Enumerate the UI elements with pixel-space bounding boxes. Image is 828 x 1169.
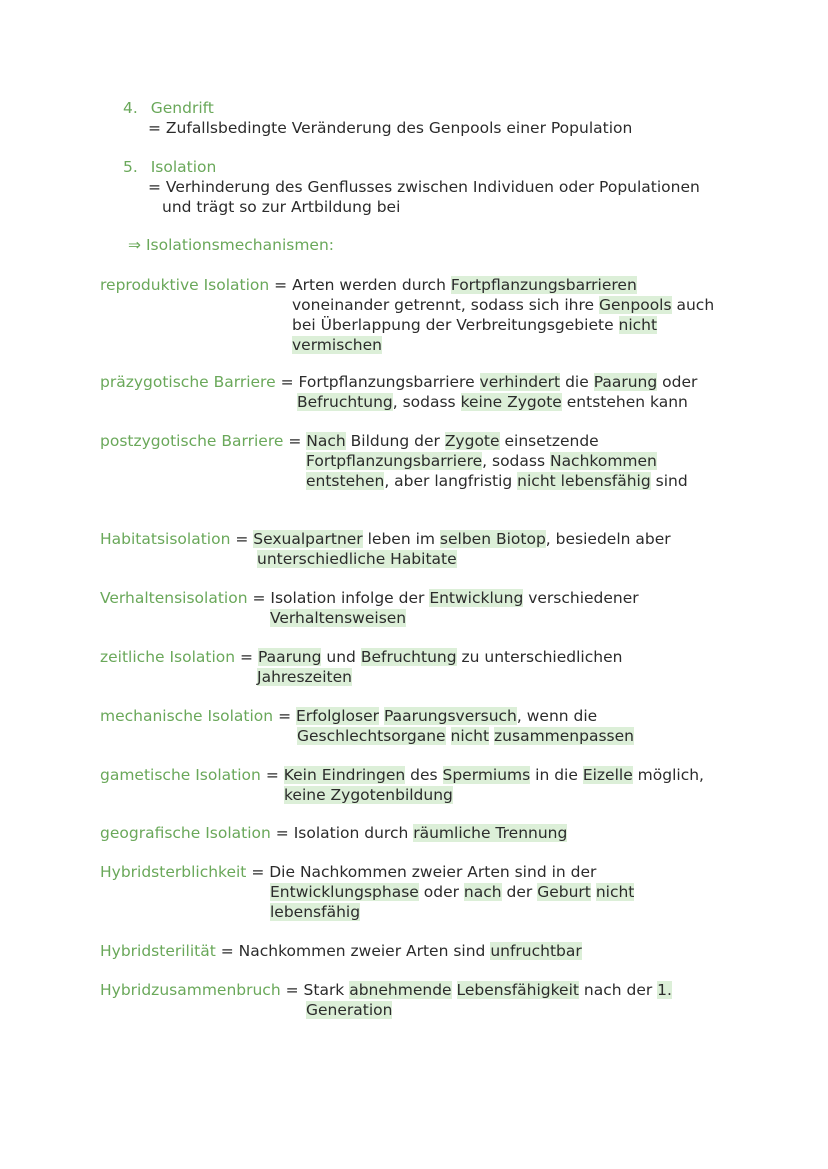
definition-text: die bbox=[560, 373, 594, 391]
definition-text: , wenn die bbox=[516, 707, 598, 725]
definition-row-cont bbox=[297, 726, 634, 746]
highlighted-text: lebensfähig bbox=[270, 903, 361, 921]
definition-row bbox=[100, 765, 704, 785]
highlighted-text: räumliche Trennung bbox=[413, 824, 568, 842]
definition-text: bei Überlappung der Verbreitungsgebiete bbox=[292, 316, 619, 334]
definition-text: Bildung der bbox=[345, 432, 445, 450]
highlighted-text: Nach bbox=[306, 432, 346, 450]
highlighted-text: Genpools bbox=[599, 296, 672, 314]
highlighted-text: nicht bbox=[618, 316, 658, 334]
definition-text: entstehen kann bbox=[561, 393, 688, 411]
definition-term: Hybridzusammenbruch bbox=[100, 981, 281, 999]
definition-text: , besiedeln aber bbox=[545, 530, 671, 548]
highlighted-text: Paarungsversuch bbox=[383, 707, 517, 725]
highlighted-text: Geschlechtsorgane bbox=[297, 727, 446, 745]
arrow-icon: ⇒ bbox=[128, 236, 141, 254]
definition-text: , sodass bbox=[392, 393, 461, 411]
highlighted-text: Spermiums bbox=[442, 766, 531, 784]
definition-text: zu unterschiedlichen bbox=[456, 648, 623, 666]
definition-text: , sodass bbox=[482, 452, 550, 470]
highlighted-text: Fortpflanzungsbarrieren bbox=[450, 276, 637, 294]
definition-row bbox=[100, 941, 582, 961]
highlighted-text: keine Zygotenbildung bbox=[284, 786, 453, 804]
highlighted-text: Erfolgloser bbox=[295, 707, 380, 725]
highlighted-text: Eizelle bbox=[582, 766, 633, 784]
highlighted-text: Zygote bbox=[444, 432, 500, 450]
highlighted-text: Generation bbox=[306, 1001, 393, 1019]
highlighted-text: nach bbox=[463, 883, 502, 901]
definition-text: = Nachkommen zweier Arten sind bbox=[220, 942, 491, 960]
definition-row-cont bbox=[297, 392, 688, 412]
item-title: Isolation bbox=[150, 158, 217, 176]
highlighted-text: verhindert bbox=[479, 373, 561, 391]
highlighted-text: Befruchtung bbox=[297, 393, 393, 411]
definition-text: , aber langfristig bbox=[384, 472, 518, 490]
definition-row-cont bbox=[292, 295, 714, 315]
item-number: 5. bbox=[123, 158, 138, 176]
definition-text: nach der bbox=[578, 981, 658, 999]
definition-row bbox=[100, 980, 672, 1000]
definition-text: = Arten werden durch bbox=[274, 276, 451, 294]
highlighted-text: nicht bbox=[450, 727, 490, 745]
definition-text: in die bbox=[530, 766, 583, 784]
item-title: Gendrift bbox=[150, 99, 214, 117]
definition-text: leben im bbox=[362, 530, 440, 548]
subheading-text: Isolationsmechanismen: bbox=[145, 236, 335, 254]
definition-row bbox=[100, 431, 599, 451]
definition-term: postzygotische Barriere bbox=[100, 432, 284, 450]
highlighted-text: entstehen bbox=[306, 472, 385, 490]
definition-text: oder bbox=[657, 373, 698, 391]
definition-row-cont bbox=[270, 882, 634, 902]
definition-term: Verhaltensisolation bbox=[100, 589, 248, 607]
highlighted-text: Nachkommen bbox=[549, 452, 657, 470]
highlighted-text: Entwicklungsphase bbox=[270, 883, 419, 901]
definition-text: = bbox=[288, 432, 307, 450]
definition-row bbox=[100, 372, 697, 392]
definition-row bbox=[100, 275, 637, 295]
definition-text: und bbox=[321, 648, 361, 666]
definition-text: = Isolation infolge der bbox=[252, 589, 430, 607]
definition-term: Habitatsisolation bbox=[100, 530, 231, 548]
item-number: 4. bbox=[123, 99, 138, 117]
highlighted-text: zusammenpassen bbox=[494, 727, 634, 745]
definition-row-cont bbox=[292, 335, 382, 355]
definition-term: Hybridsterilität bbox=[100, 942, 216, 960]
highlighted-text: Entwicklung bbox=[429, 589, 524, 607]
definition-term: reproduktive Isolation bbox=[100, 276, 270, 294]
highlighted-text: Lebensfähigkeit bbox=[456, 981, 579, 999]
definition-row-cont bbox=[292, 315, 657, 335]
definition-text: = Stark bbox=[285, 981, 350, 999]
highlighted-text: Befruchtung bbox=[360, 648, 457, 666]
highlighted-text: nicht bbox=[595, 883, 635, 901]
definition-row bbox=[100, 706, 597, 726]
definition-text: einsetzende bbox=[499, 432, 599, 450]
definition-row-cont bbox=[270, 608, 406, 628]
definition-text: verschiedener bbox=[523, 589, 639, 607]
definition-text bbox=[446, 727, 451, 745]
highlighted-text: unterschiedliche Habitate bbox=[257, 550, 457, 568]
definition-term: zeitliche Isolation bbox=[100, 648, 236, 666]
definition-row-cont bbox=[257, 667, 352, 687]
highlighted-text: unfruchtbar bbox=[490, 942, 582, 960]
definition-row bbox=[100, 529, 671, 549]
definition-text: auch bbox=[671, 296, 715, 314]
definition-row bbox=[100, 647, 622, 667]
definition-row-cont bbox=[306, 1000, 392, 1020]
highlighted-text: selben Biotop bbox=[439, 530, 546, 548]
highlighted-text: keine Zygote bbox=[460, 393, 562, 411]
highlighted-text: Kein Eindringen bbox=[283, 766, 406, 784]
definition-term: gametische Isolation bbox=[100, 766, 261, 784]
highlighted-text: Fortpflanzungsbarriere bbox=[306, 452, 483, 470]
highlighted-text: Geburt bbox=[537, 883, 591, 901]
definition-term: Hybridsterblichkeit bbox=[100, 863, 247, 881]
definition-text: = bbox=[240, 648, 258, 666]
highlighted-text: 1. bbox=[657, 981, 672, 999]
item-definition-cont: und trägt so zur Artbildung bei bbox=[162, 198, 401, 216]
definition-row-cont bbox=[270, 902, 360, 922]
definition-term: präzygotische Barriere bbox=[100, 373, 276, 391]
highlighted-text: Paarung bbox=[257, 648, 322, 666]
definition-text bbox=[452, 981, 457, 999]
item-definition: = Verhinderung des Genflusses zwischen Individuen oder Populationen bbox=[148, 178, 700, 196]
highlighted-text: Paarung bbox=[593, 373, 658, 391]
list-item-isolation bbox=[123, 157, 216, 177]
definition-text: = Fortpflanzungsbarriere bbox=[280, 373, 480, 391]
definition-text: = bbox=[235, 530, 254, 548]
definition-text: der bbox=[501, 883, 538, 901]
definition-row bbox=[100, 588, 639, 608]
definition-row-cont bbox=[306, 471, 688, 491]
definition-row bbox=[100, 823, 567, 843]
definition-text: = bbox=[278, 707, 296, 725]
highlighted-text: nicht lebensfähig bbox=[517, 472, 651, 490]
highlighted-text: Sexualpartner bbox=[253, 530, 363, 548]
definition-term: geografische Isolation bbox=[100, 824, 271, 842]
definition-text: voneinander getrennt, sodass sich ihre bbox=[292, 296, 599, 314]
item-definition: = Zufallsbedingte Veränderung des Genpools einer Population bbox=[148, 119, 633, 137]
highlighted-text: Jahreszeiten bbox=[257, 668, 352, 686]
definition-row-cont bbox=[306, 451, 657, 471]
definition-text: möglich, bbox=[632, 766, 704, 784]
definition-text: = Isolation durch bbox=[275, 824, 414, 842]
definition-text: = Die Nachkommen zweier Arten sind in der bbox=[251, 863, 597, 881]
definition-row-cont bbox=[257, 549, 457, 569]
definition-row bbox=[100, 862, 596, 882]
list-item-gendrift bbox=[123, 98, 214, 118]
subheading bbox=[128, 235, 334, 255]
definition-text: = bbox=[265, 766, 284, 784]
definition-row-cont bbox=[284, 785, 453, 805]
highlighted-text: vermischen bbox=[292, 336, 382, 354]
definition-text: oder bbox=[418, 883, 464, 901]
definition-text: sind bbox=[650, 472, 688, 490]
highlighted-text: abnehmende bbox=[349, 981, 452, 999]
highlighted-text: Verhaltensweisen bbox=[270, 609, 407, 627]
definition-term: mechanische Isolation bbox=[100, 707, 274, 725]
definition-text: des bbox=[405, 766, 443, 784]
